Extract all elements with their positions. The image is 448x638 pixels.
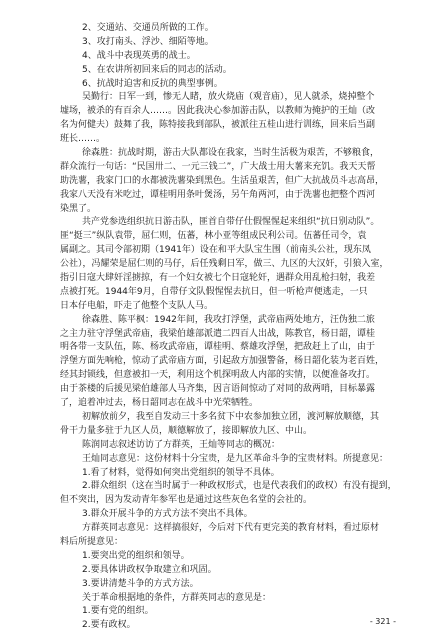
text-line: 1.看了材料，觉得如何突出党组织的领导不具体。 (82, 467, 280, 478)
text-line: 属副之。其司令部初期（1941年）设在和平大队宝生围（前南头公社，现东凤 (60, 245, 371, 256)
text-line: 浮堡方面先响枪，惊动了武帝庙方面，引起敌方加强警备，杨日韶化装为老百姓， (60, 356, 385, 367)
text-line: 4、战斗中表现英勇的战士。 (82, 50, 196, 61)
text-line: 关于革命根据地的条件，方群英同志的意见是： (82, 592, 272, 603)
text-line: 但不突出，因为发动青年参军也是通过这些灰色名堂的会社的。 (60, 495, 313, 506)
text-line: 料后所提意见： (60, 536, 124, 547)
text-line: 初解放前夕，我至自发动三十多名贫下中农参加独立团，渡河解放顺德，其 (82, 411, 380, 422)
text-line: 2、交通站、交通员所做的工作。 (82, 23, 214, 33)
text-line: 墟场，被杀的有百余人……。因此我决心参加游击队，以教师为掩护的王灿（改 (60, 106, 376, 117)
text-line: 群众流行一句话：“民国卅二、一元三钱二”，广大战士用大薯来充饥。我天天帮 (60, 161, 376, 172)
text-line: 1.要有党的组织。 (82, 606, 154, 617)
text-line: 由于茶楼的后援见梁伯雄部人马齐集，因言语间惊动了对同的敌两哨，目标暴露 (60, 384, 376, 395)
text-line: 3、攻打南头、浮沙、细陌等地。 (82, 36, 214, 47)
text-line: 公社），冯耀荣是屈仁则的马仔，后任残剩日军，做三、九区的大汉奸，引狼入室， (60, 259, 389, 270)
text-line: 指引日寇大肆奸淫掳掠，有一个妇女被七个日寇轮奸，遇群众用乱枪扫射，我差 (60, 273, 376, 284)
text-line: 匪“挺三”纵队袁带，屈仁则，伍蕃，林小亚等组成民利公司。伍蕃任司令，袁 (60, 231, 367, 242)
text-line: 方群英同志意见：这样搞很好，今后对下代有更完美的教育材料，看过原材 (82, 523, 380, 534)
text-line: 明各带一支队伍，陈、杨攻武帝庙，谭桂明、蔡雄攻浮堡，把敌赶上了山，由于 (60, 342, 376, 353)
text-line: 徐森胜、陈平枫：1942年间，我攻打浮堡，武帝庙两处地方，汪伪独二旅 (82, 314, 375, 325)
text-line: 5、在农讲所初回来后的同志的活动。 (82, 64, 232, 75)
text-line: 共产党参选组织抗日游击队，匪首自带仔仕假惺惺起来组织“抗日别动队”。 (82, 217, 380, 228)
page-number: - 321 - (369, 617, 396, 626)
text-line: 6、抗战时迫害和反抗的典型事例。 (82, 78, 223, 89)
text-line: 徐森胜：抗战时期，游击大队都设在我家，当时生活极为艰苦，不够粮食， (82, 148, 380, 159)
text-line: 3.要讲清楚斗争的方式方法。 (82, 578, 199, 589)
text-line: 日本仔电船，吓走了他整个支队人马。 (60, 300, 214, 311)
text-line: 王灿同志意见：这份材料十分宝贵，是九区革命斗争的宝贵材料。所提意见： (82, 453, 389, 464)
text-line: 3.群众开展斗争的方式方法不突出不具体。 (82, 509, 253, 520)
text-line: 之主力驻守浮堡武帝庙，我梁伯雄部派遣二四百人出战，陈教官，杨日韶，谭桂 (60, 328, 376, 339)
text-line: 了，追着冲过去，杨日韶同志在战斗中光荣牺牲。 (60, 398, 259, 409)
text-line: 2.群众组织（这在当时属于一种政权形式，也是代表我们的政权）有没有提到， (82, 481, 397, 492)
text-line: 吴勤行：日军一到，惨无人睹，放火烧庙（观音庙），见人就杀，烧掉整个 (82, 92, 375, 103)
text-line: 1.要突出党的组织和领导。 (82, 550, 190, 561)
text-line: 染黑了。 (60, 203, 97, 214)
text-line: 经其封锁线，但意被扣一天，利用这个机探明敌人内部的实情，以便准备攻打。 (60, 370, 376, 381)
text-line: 骨干力量多驻于九区人员，顺德解放了，接即解放九区、中山。 (60, 425, 313, 436)
text-line: 班长……。 (60, 134, 106, 145)
text-line: 陈润同志叙述访访了方群英，王灿等同志的概况： (82, 439, 281, 450)
text-line: 2.要具体讲政权争取建立和巩固。 (82, 564, 217, 575)
text-line: 点被打死。1944年9月，自带仔文队假惺惺去抗日，但一听枪声便逃走，一只 (60, 286, 368, 297)
text-line: 2.要有政权。 (82, 620, 136, 631)
text-line: 名为何健夫）鼓舞了我，陈特接我到部队，被派往五桂山进行训练，回来后当副 (60, 120, 376, 131)
text-line: 我家八天没有米吃过，谭桂明用条叶煲汤，另午角两河，由于洗薯也把整个西河 (60, 189, 376, 200)
document-body (60, 22, 398, 633)
text-line: 助洗薯，我家门口的水都被洗薯染到黑色。生活虽艰苦，但广大抗战员斗志高昂， (60, 175, 385, 186)
